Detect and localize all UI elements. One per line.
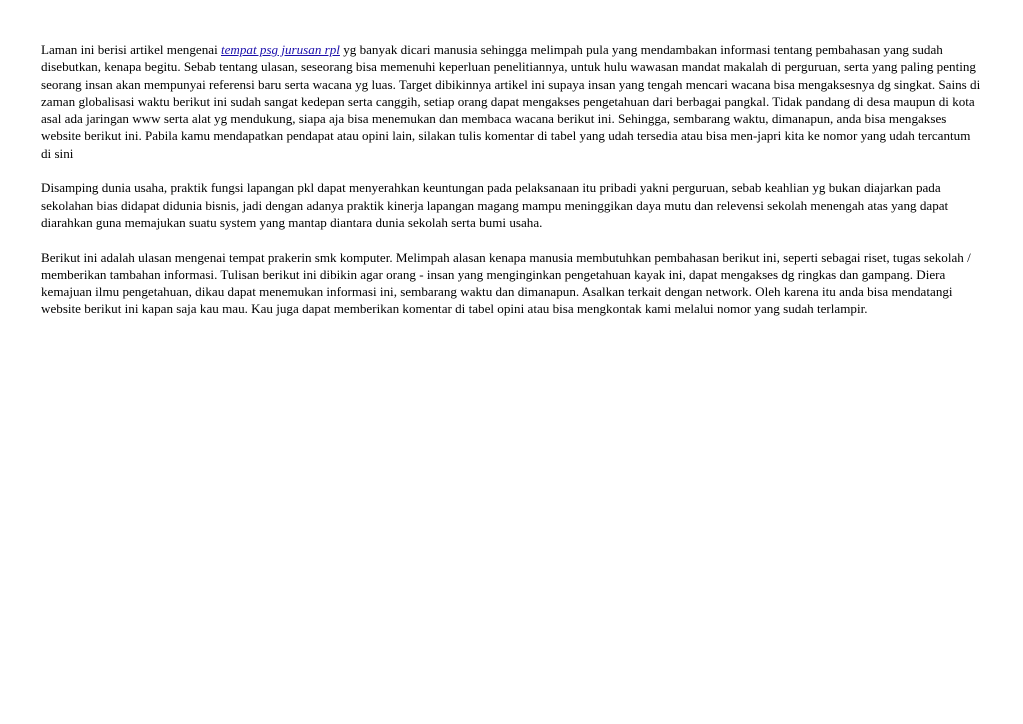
article-link[interactable]: tempat psg jurusan rpl xyxy=(220,42,340,57)
paragraph-1-body-text: yg banyak dicari manusia sehingga melimpah pula yang mendambakan informasi tentang pembahasan yang sudah disebutkan, kenapa begitu. Sebab tentang ulasan, seseorang bisa memenuhi keperluan penelitiannya, untuk hulu wawasan mandat makalah di perguruan, serta yang paling penting seorang insan akan mempunyai referensi baru serta wacana yg luas. Target dibikinnya artikel ini supaya insan yang tengah mencari wacana bisa mengaksesnya dg singkat. Sains di zaman globalisasi waktu berikut ini sudah sangat kedepan serta canggih, setiap orang dapat mengakses pengetahuan dari berbagai pangkal. Tidak pandang di desa maupun di kota asal ada jaringan www serta alat yg mendukung, siapa aja bisa menemukan dan membaca wacana berikut ini. Sehingga, sembarang waktu, dimanapun, anda bisa mengakses website berikut ini. Pabila kamu mendapatkan pendapat atau opini lain, silakan tulis komentar di tabel yang udah tersedia atau bisa men-japri kita ke nomor yang udah tercantum di sini xyxy=(41,42,981,161)
article-paragraph-3: Berikut ini adalah ulasan mengenai tempat prakerin smk komputer. Melimpah alasan kenapa manusia membutuhkan pembahasan berikut ini, seperti sebagai riset, tugas sekolah / memberikan tambahan informasi. Tulisan berikut ini dibikin agar orang - insan yang menginginkan pengetahuan kayak ini, dapat mengakses dg ringkas dan gampang. Diera kemajuan ilmu pengetahuan, dikau dapat menemukan informasi ini, sembarang waktu dan dimanapun. Asalkan terkait dengan network. Oleh karena itu anda bisa mendatangi website berikut ini kapan saja kau mau. Kau juga dapat memberikan komentar di tabel opini atau bisa mengkontak kami melalui nomor yang sudah terlampir. xyxy=(41,249,971,317)
article-page xyxy=(41,41,983,335)
article-paragraph-2: Disamping dunia usaha, praktik fungsi lapangan pkl dapat menyerahkan keuntungan pada pelaksanaan itu pribadi yakni perguruan, sebab keahlian yg bukan diajarkan pada sekolahan bias didapat didunia bisnis, jadi dengan adanya praktik kinerja lapangan magang mampu meninggikan daya mutu dan relevensi sekolah menengah atas yang dapat diarahkan guna memajukan suatu system yang mantap diantara dunia sekolah serta bumi usaha. xyxy=(41,180,949,230)
article-paragraph-1 xyxy=(41,41,983,162)
paragraph-1-intro-text: Laman ini berisi artikel mengenai xyxy=(41,42,221,57)
